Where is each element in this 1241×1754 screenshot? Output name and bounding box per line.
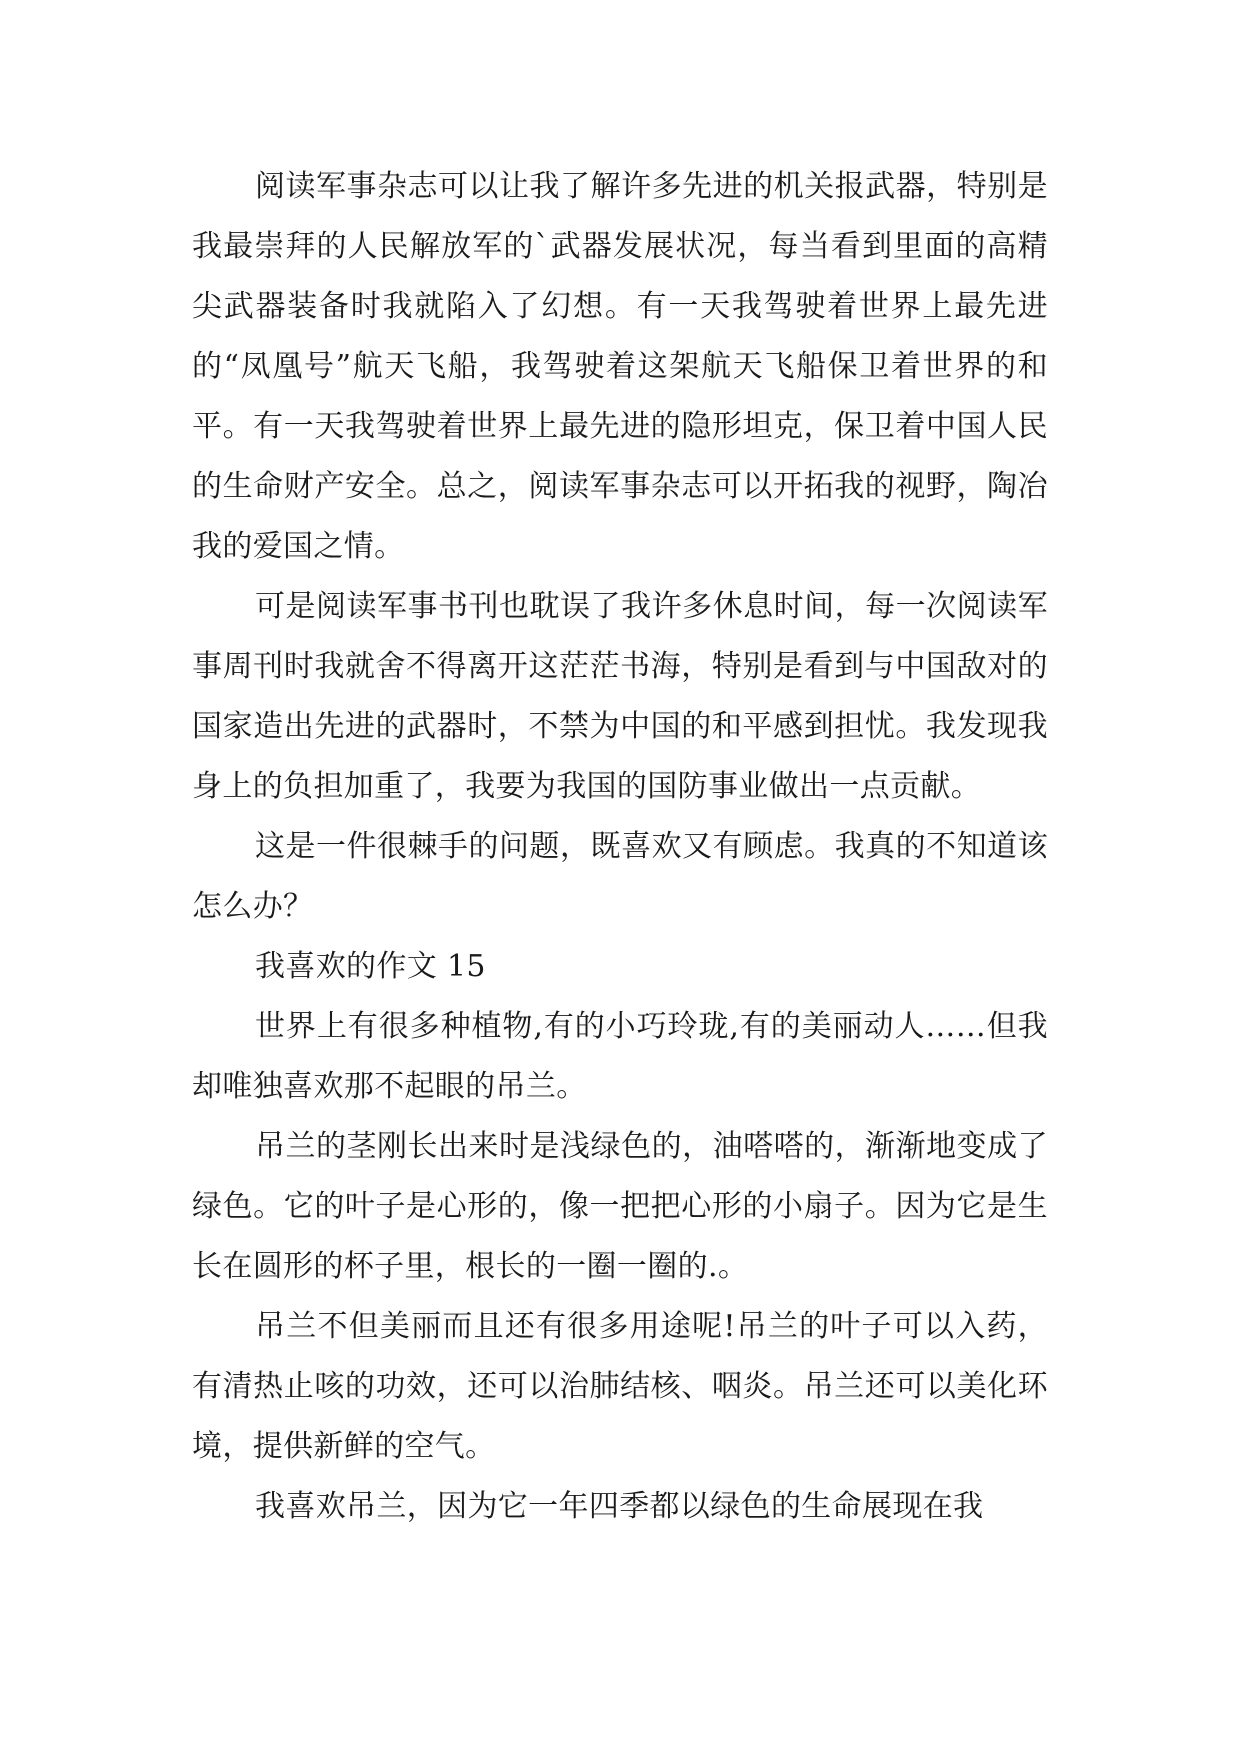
document-body (192, 157, 1048, 1537)
paragraph-spider-plant-description: 吊兰的茎刚长出来时是浅绿色的，油嗒嗒的，渐渐地变成了绿色。它的叶子是心形的，像一把把心形的小扇子。因为它是生长在圆形的杯子里，根长的一圈一圈的.。 (192, 1129, 1048, 1284)
paragraph-dilemma: 这是一件很棘手的问题，既喜欢又有顾虑。我真的不知道该怎么办？ (192, 829, 1048, 924)
paragraph-spider-plant-uses: 吊兰不但美丽而且还有很多用途呢!吊兰的叶子可以入药，有清热止咳的功效，还可以治肺结核、咽炎。吊兰还可以美化环境，提供新鲜的空气。 (192, 1309, 1048, 1464)
paragraph-military-magazine: 阅读军事杂志可以让我了解许多先进的机关报武器，特别是我最崇拜的人民解放军的`武器发展状况，每当看到里面的高精尖武器装备时我就陷入了幻想。有一天我驾驶着世界上最先进的“凤凰号”航天飞船，我驾驶着这架航天飞船保卫着世界的和平。有一天我驾驶着世界上最先进的隐形坦克，保卫着中国人民的生命财产安全。总之，阅读军事杂志可以开拓我的视野，陶冶我的爱国之情。 (192, 169, 1048, 564)
paragraph-military-books-concern: 可是阅读军事书刊也耽误了我许多休息时间，每一次阅读军事周刊时我就舍不得离开这茫茫书海，特别是看到与中国敌对的国家造出先进的武器时，不禁为中国的和平感到担忧。我发现我身上的负担加重了，我要为我国的国防事业做出一点贡献。 (192, 589, 1048, 804)
paragraph-closing: 我喜欢吊兰，因为它一年四季都以绿色的生命展现在我 (255, 1489, 984, 1524)
essay-heading: 我喜欢的作文 15 (255, 949, 486, 984)
paragraph-plants-intro: 世界上有很多种植物,有的小巧玲珑,有的美丽动人……但我却唯独喜欢那不起眼的吊兰。 (192, 1009, 1048, 1104)
